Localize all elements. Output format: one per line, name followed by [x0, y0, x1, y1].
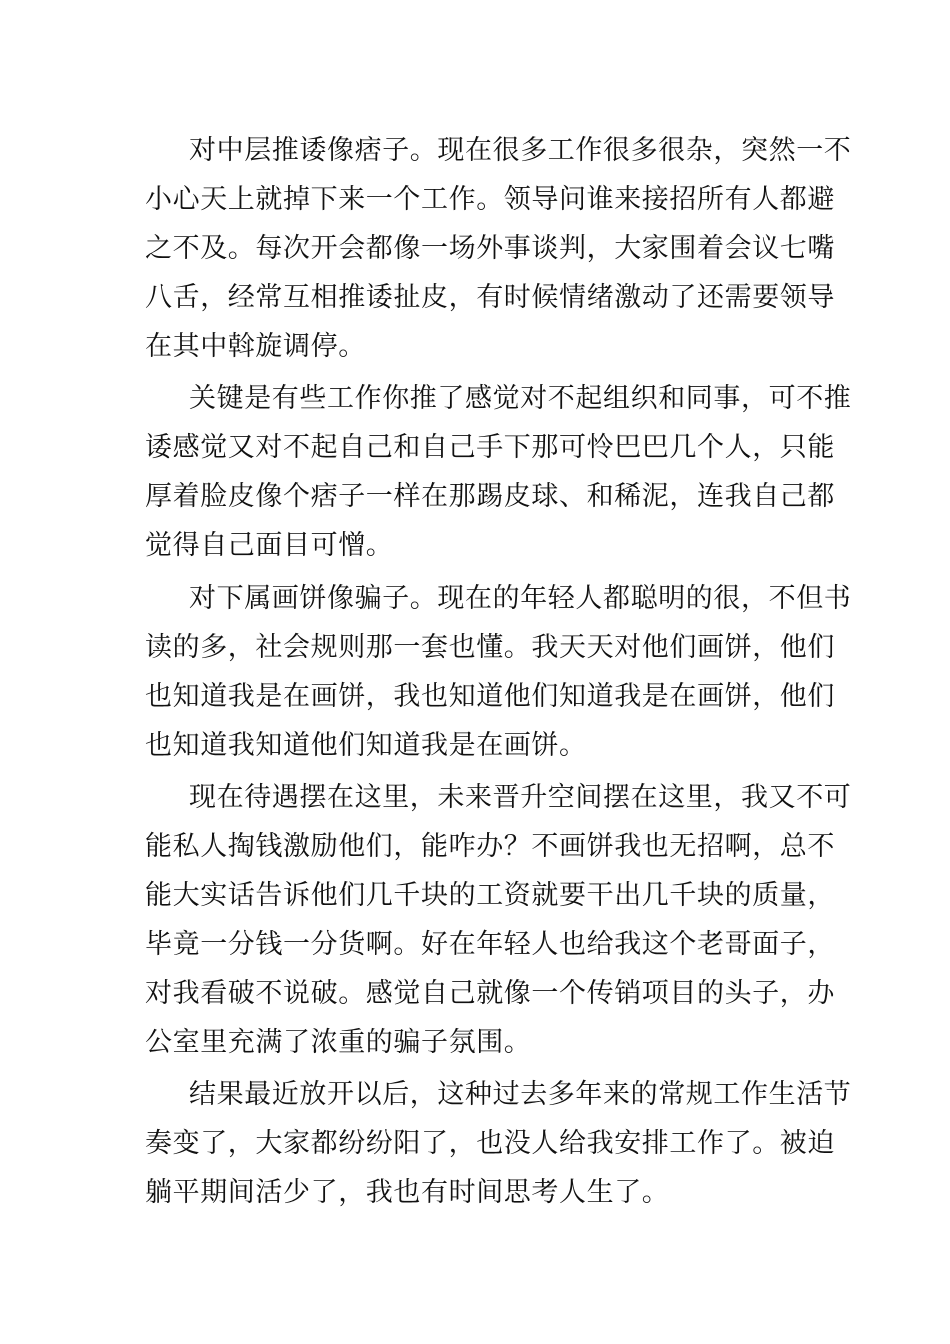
paragraph-1-line-2: 小心天上就掉下来一个工作。领导问谁来接招所有人都避: [145, 184, 835, 215]
paragraph-4-line-3: 能大实话告诉他们几千块的工资就要干出几千块的质量，: [145, 880, 835, 911]
paragraph-3-line-1: 对下属画饼像骗子。现在的年轻人都聪明的很，不但书: [189, 583, 852, 614]
paragraph-1-line-4: 八舌，经常互相推诿扯皮，有时候情绪激动了还需要领导: [145, 282, 835, 313]
paragraph-1-line-5: 在其中斡旋调停。: [145, 331, 366, 362]
paragraph-2-line-3: 厚着脸皮像个痞子一样在那踢皮球、和稀泥，连我自己都: [145, 481, 835, 512]
paragraph-3-line-2: 读的多，社会规则那一套也懂。我天天对他们画饼，他们: [145, 632, 835, 663]
paragraph-4-line-6: 公室里充满了浓重的骗子氛围。: [145, 1027, 532, 1058]
paragraph-4-line-5: 对我看破不说破。感觉自己就像一个传销项目的头子，办: [145, 978, 835, 1009]
paragraph-2-line-2: 诿感觉又对不起自己和自己手下那可怜巴巴几个人，只能: [145, 432, 835, 463]
paragraph-4-line-2: 能私人掏钱激励他们，能咋办？不画饼我也无招啊，总不: [145, 831, 835, 862]
paragraph-1-line-1: 对中层推诿像痞子。现在很多工作很多很杂，突然一不: [189, 135, 852, 166]
paragraph-2-line-1: 关键是有些工作你推了感觉对不起组织和同事，可不推: [189, 383, 852, 414]
paragraph-5-line-1: 结果最近放开以后，这种过去多年来的常规工作生活节: [189, 1079, 852, 1110]
paragraph-4-line-1: 现在待遇摆在这里，未来晋升空间摆在这里，我又不可: [189, 782, 852, 813]
paragraph-1-line-3: 之不及。每次开会都像一场外事谈判，大家围着会议七嘴: [145, 233, 835, 264]
paragraph-5-line-3: 躺平期间活少了，我也有时间思考人生了。: [145, 1177, 670, 1208]
paragraph-3-line-3: 也知道我是在画饼，我也知道他们知道我是在画饼，他们: [145, 681, 835, 712]
paragraph-4-line-4: 毕竟一分钱一分货啊。好在年轻人也给我这个老哥面子，: [145, 929, 835, 960]
paragraph-3-line-4: 也知道我知道他们知道我是在画饼。: [145, 730, 587, 761]
paragraph-5-line-2: 奏变了，大家都纷纷阳了，也没人给我安排工作了。被迫: [145, 1128, 835, 1159]
paragraph-2-line-4: 觉得自己面目可憎。: [145, 530, 394, 561]
